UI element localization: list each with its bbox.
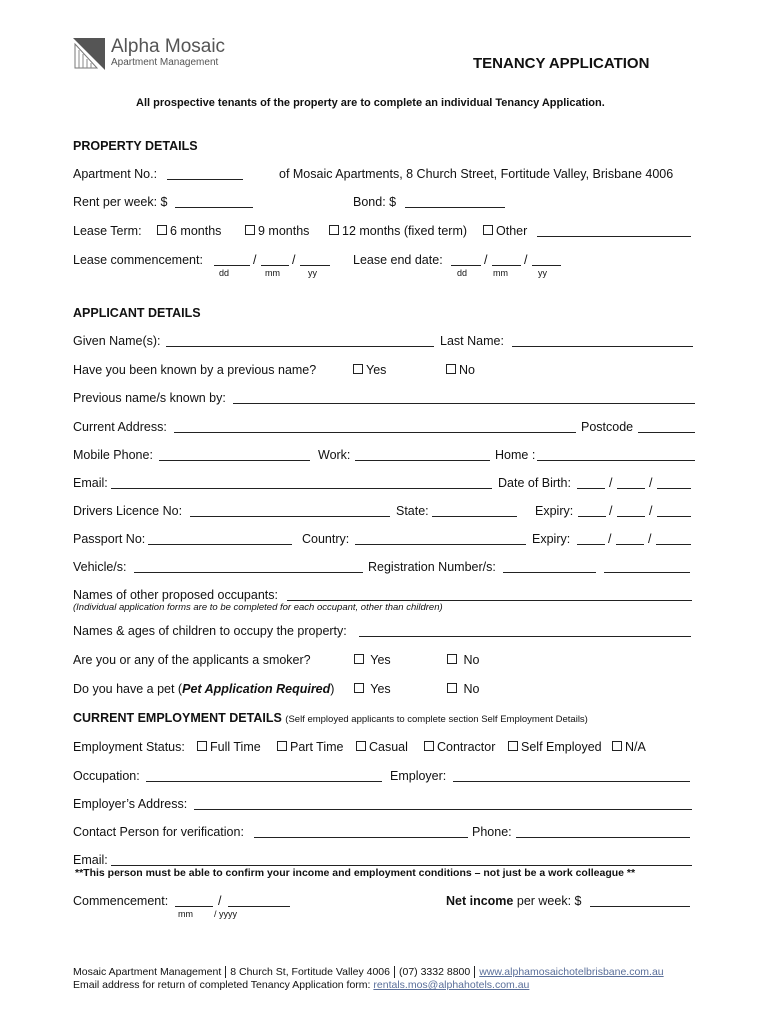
date-part-mm: mm (493, 268, 508, 278)
given-names-label: Given Name(s): (73, 334, 161, 348)
logo-mark-icon (73, 38, 105, 70)
lease-start-mm[interactable] (261, 253, 289, 266)
pet-question: Do you have a pet (Pet Application Required) (73, 682, 335, 696)
mobile-field[interactable] (159, 448, 310, 461)
home-phone-field[interactable] (537, 448, 695, 461)
occupants-note: (Individual application forms are to be completed for each occupant, other than children) (73, 602, 443, 613)
pet-no[interactable]: No (447, 682, 479, 696)
previous-name-no[interactable]: No (446, 363, 475, 377)
given-names-field[interactable] (166, 334, 434, 347)
occupation-label: Occupation: (73, 769, 140, 783)
contact-person-field[interactable] (254, 825, 468, 838)
licence-expiry-dd[interactable] (578, 504, 606, 517)
checkbox-icon[interactable] (447, 683, 457, 693)
occupants-label: Names of other proposed occupants: (73, 588, 278, 602)
smoker-no[interactable]: No (447, 653, 479, 667)
checkbox-icon[interactable] (424, 741, 434, 751)
lease-option-6-months[interactable]: 6 months (157, 224, 221, 238)
commencement-yyyy[interactable] (228, 894, 290, 907)
status-na[interactable]: N/A (612, 740, 646, 754)
property-heading: PROPERTY DETAILS (73, 139, 198, 153)
lease-option-9-months[interactable]: 9 months (245, 224, 309, 238)
status-part-time[interactable]: Part Time (277, 740, 344, 754)
lease-end-dd[interactable] (451, 253, 481, 266)
employer-email-label: Email: (73, 853, 108, 867)
registration-field-1[interactable] (503, 560, 596, 573)
licence-expiry-yy[interactable] (657, 504, 691, 517)
footer-line1: Mosaic Apartment Management 8 Church St, Fortitude Valley 4006 (07) 3332 8800 www.alphamosaichotelbrisbane.com.au (73, 966, 664, 978)
net-income-label: Net income per week: $ (446, 894, 582, 908)
employer-address-label: Employer’s Address: (73, 797, 188, 811)
footer-line2: Email address for return of completed Tenancy Application form: rentals.mos@alphahotels.com.au (73, 979, 530, 991)
current-address-label: Current Address: (73, 420, 167, 434)
contact-person-label: Contact Person for verification: (73, 825, 244, 839)
dob-yy[interactable] (657, 476, 691, 489)
date-part-dd: dd (219, 268, 230, 278)
previous-names-field[interactable] (233, 391, 695, 404)
licence-field[interactable] (190, 504, 390, 517)
date-part-yy: yy (308, 268, 317, 278)
vehicles-field[interactable] (134, 560, 363, 573)
email-field[interactable] (111, 476, 492, 489)
passport-expiry-mm[interactable] (616, 532, 644, 545)
bond-label: Bond: $ (353, 195, 397, 209)
confirm-note: **This person must be able to confirm your income and employment conditions – not just be a work colleague ** (75, 867, 636, 879)
children-label: Names & ages of children to occupy the property: (73, 624, 347, 638)
children-field[interactable] (359, 624, 691, 637)
property-address: of Mosaic Apartments, 8 Church Street, Fortitude Valley, Brisbane 4006 (279, 167, 674, 181)
checkbox-icon[interactable] (157, 225, 167, 235)
lease-other-field[interactable] (537, 224, 691, 237)
current-address-field[interactable] (174, 420, 576, 433)
licence-expiry-label: Expiry: (535, 504, 574, 518)
employer-label: Employer: (390, 769, 447, 783)
passport-expiry-dd[interactable] (577, 532, 605, 545)
employer-field[interactable] (453, 769, 690, 782)
page-title: TENANCY APPLICATION (473, 55, 650, 72)
commencement-part-mm: mm (178, 909, 193, 919)
lease-option-12-months[interactable]: 12 months (fixed term) (329, 224, 467, 238)
commencement-mm[interactable] (175, 894, 213, 907)
checkbox-icon[interactable] (354, 683, 364, 693)
website-link[interactable]: www.alphamosaichotelbrisbane.com.au (479, 966, 664, 978)
email-link[interactable]: rentals.mos@alphahotels.com.au (373, 979, 530, 991)
applicant-heading: APPLICANT DETAILS (73, 306, 201, 320)
registration-label: Registration Number/s: (368, 560, 496, 574)
checkbox-icon[interactable] (277, 741, 287, 751)
apartment-label: Apartment No.: (73, 167, 158, 181)
dob-label: Date of Birth: (498, 476, 571, 490)
status-contractor[interactable]: Contractor (424, 740, 495, 754)
checkbox-icon[interactable] (354, 654, 364, 664)
home-label: Home : (495, 448, 536, 462)
checkbox-icon[interactable] (447, 654, 457, 664)
country-label: Country: (302, 532, 350, 546)
status-casual[interactable]: Casual (356, 740, 408, 754)
status-full-time[interactable]: Full Time (197, 740, 261, 754)
apartment-field[interactable] (167, 167, 243, 180)
lease-commencement-label: Lease commencement: (73, 253, 203, 267)
lease-start-dd[interactable] (214, 253, 250, 266)
checkbox-icon[interactable] (245, 225, 255, 235)
dob-dd[interactable] (577, 476, 605, 489)
employment-heading-note: (Self employed applicants to complete section Self Employment Details) (285, 714, 588, 725)
logo-name: Alpha Mosaic (111, 36, 226, 57)
employment-heading: CURRENT EMPLOYMENT DETAILS (Self employed applicants to complete section Self Employment Details) (73, 711, 588, 725)
intro-text: All prospective tenants of the property are to complete an individual Tenancy Application. (136, 97, 605, 109)
passport-label: Passport No: (73, 532, 146, 546)
phone-label: Phone: (472, 825, 512, 839)
rent-field[interactable] (175, 195, 253, 208)
contact-phone-field[interactable] (516, 825, 690, 838)
last-name-label: Last Name: (440, 334, 504, 348)
checkbox-icon[interactable] (446, 364, 456, 374)
occupants-field[interactable] (287, 588, 692, 601)
lease-option-other[interactable]: Other (483, 224, 527, 238)
mobile-label: Mobile Phone: (73, 448, 153, 462)
last-name-field[interactable] (512, 334, 693, 347)
date-part-dd: dd (457, 268, 468, 278)
passport-expiry-yy[interactable] (656, 532, 691, 545)
checkbox-icon[interactable] (329, 225, 339, 235)
employment-status-label: Employment Status: (73, 740, 185, 754)
logo-subtitle: Apartment Management (111, 57, 219, 68)
licence-expiry-mm[interactable] (617, 504, 645, 517)
postcode-label: Postcode (581, 420, 634, 434)
country-field[interactable] (355, 532, 526, 545)
previous-name-yes[interactable]: Yes (353, 363, 386, 377)
work-phone-field[interactable] (355, 448, 490, 461)
lease-term-label: Lease Term: (73, 224, 142, 238)
work-label: Work: (318, 448, 351, 462)
passport-field[interactable] (148, 532, 292, 545)
rent-label: Rent per week: $ (73, 195, 168, 209)
commencement-label: Commencement: (73, 894, 169, 908)
occupation-field[interactable] (146, 769, 382, 782)
email-label: Email: (73, 476, 108, 490)
employer-email-field[interactable] (111, 853, 692, 866)
checkbox-icon[interactable] (197, 741, 207, 751)
pet-yes[interactable]: Yes (354, 682, 391, 696)
postcode-field[interactable] (638, 420, 695, 433)
bond-field[interactable] (405, 195, 505, 208)
checkbox-icon[interactable] (612, 741, 622, 751)
net-income-field[interactable] (590, 894, 690, 907)
lease-end-yy[interactable] (532, 253, 561, 266)
lease-end-label: Lease end date: (353, 253, 443, 267)
state-label: State: (396, 504, 429, 518)
date-part-mm: mm (265, 268, 280, 278)
registration-field-2[interactable] (604, 560, 690, 573)
employer-address-field[interactable] (194, 797, 692, 810)
dob-mm[interactable] (617, 476, 645, 489)
vehicles-label: Vehicle/s: (73, 560, 127, 574)
checkbox-icon[interactable] (508, 741, 518, 751)
date-part-yy: yy (538, 268, 547, 278)
lease-start-yy[interactable] (300, 253, 330, 266)
checkbox-icon[interactable] (356, 741, 366, 751)
licence-label: Drivers Licence No: (73, 504, 183, 518)
previous-names-label: Previous name/s known by: (73, 391, 226, 405)
checkbox-icon[interactable] (353, 364, 363, 374)
status-self-employed[interactable]: Self Employed (508, 740, 602, 754)
smoker-question: Are you or any of the applicants a smoker? (73, 653, 311, 667)
lease-end-mm[interactable] (492, 253, 521, 266)
passport-expiry-label: Expiry: (532, 532, 571, 546)
state-field[interactable] (432, 504, 517, 517)
commencement-part-yyyy: / yyyy (214, 909, 238, 919)
checkbox-icon[interactable] (483, 225, 493, 235)
smoker-yes[interactable]: Yes (354, 653, 391, 667)
previous-name-question: Have you been known by a previous name? (73, 363, 317, 377)
